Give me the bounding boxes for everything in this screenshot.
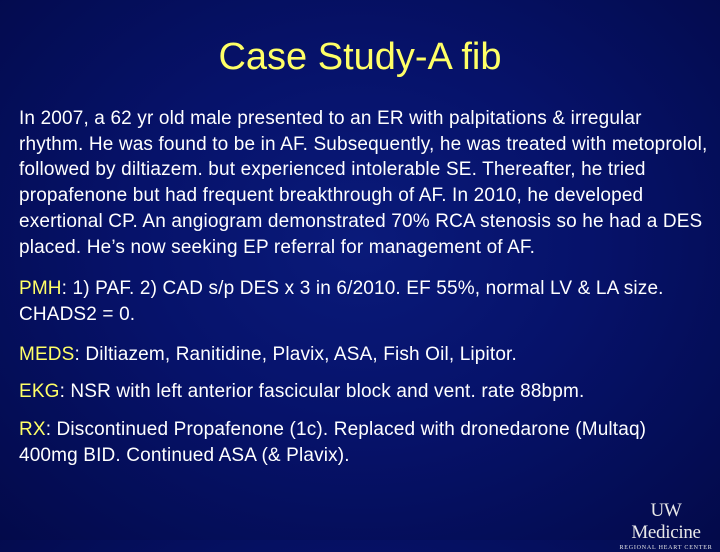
slide-title: Case Study-A fib [218, 36, 502, 78]
ekg-paragraph [19, 379, 709, 405]
pmh-text: : 1) PAF. 2) CAD s/p DES x 3 in 6/2010. EF 55%, normal LV & LA size. CHADS2 = 0. [19, 278, 664, 325]
logo-subtitle: REGIONAL HEART CENTER [619, 545, 713, 551]
spacer [19, 260, 709, 276]
rx-label: RX [19, 419, 46, 441]
pmh-label: PMH [19, 278, 62, 300]
uw-medicine-logo [618, 500, 714, 551]
rx-text: : Discontinued Propafenone (1c). Replaced with dronedarone (Multaq) 400mg BID. Continued ASA (& Plavix). [19, 419, 647, 466]
meds-text: : Diltiazem, Ranitidine, Plavix, ASA, Fish Oil, Lipitor. [74, 343, 517, 365]
history-paragraph: In 2007, a 62 yr old male presented to an ER with palpitations & irregular rhythm. He was found to be in AF. Subsequently, he was treated with metoprolol, followed by diltiazem. but experienced intolerable SE. Thereafter, he tried propafenone but had frequent breakthrough of AF. In 2010, he developed exertional CP. An angiogram demonstrated 70% RCA stenosis so he had a DES placed. He’s now seeking EP referral for management of AF. [19, 108, 708, 258]
logo-name: UW Medicine [631, 500, 701, 543]
rx-paragraph [19, 417, 709, 468]
pmh-paragraph [19, 276, 709, 327]
ekg-label: EKG [19, 381, 60, 403]
spacer [19, 367, 709, 379]
spacer [19, 405, 709, 417]
spacer [19, 328, 709, 342]
ekg-text: : NSR with left anterior fascicular block and vent. rate 88bpm. [59, 381, 585, 403]
meds-paragraph [19, 342, 709, 368]
slide-content [19, 106, 709, 468]
meds-label: MEDS [19, 343, 75, 365]
